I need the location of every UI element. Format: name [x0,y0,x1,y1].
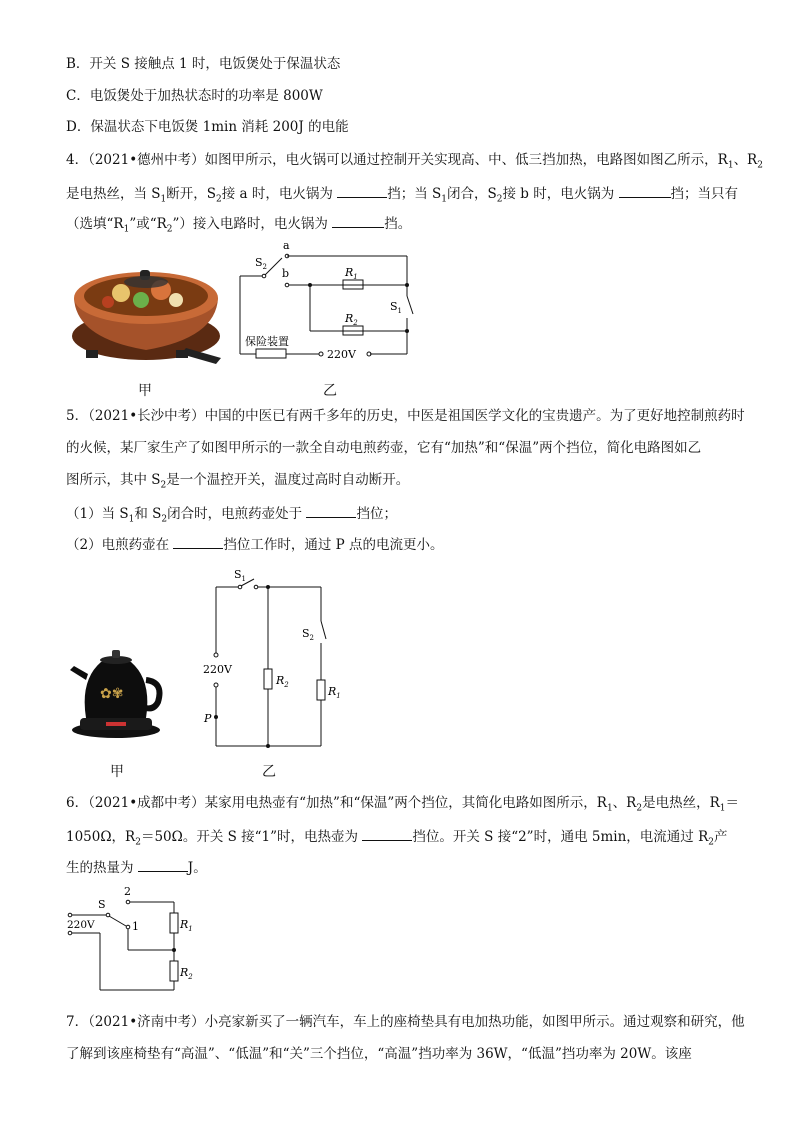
q4-node-a: a [283,239,290,252]
q5-r1-label: $R_1$ [328,685,341,700]
q4-s1-label: $S_1$ [390,300,403,315]
q6-line-2: 1050Ω，$R_2=50\Omega$。开关 S 接“1”时，电热壶为 挡位。开关 S 接“2”时，通电 5min，电流通过 $R_2$产 [66,825,727,853]
svg-text:✿✾: ✿✾ [100,686,124,702]
q4-line-1: 4．（2021•德州中考）如图甲所示，电火锅可以通过控制开关实现高、中、低三挡加热，电路图如图乙所示，$R_1$、$R_2$ [66,152,763,171]
q5-caption-yi: 乙 [262,764,276,780]
q4-voltage-label: 220V [327,348,356,361]
q6-circuit-diagram [62,880,202,995]
q5-r2-label: $R_2$ [276,674,289,689]
q4-circuit-diagram [232,236,422,366]
q6-terminal-2: 2 [124,885,131,898]
q7-line-2: 了解到该座椅垫有“高温”、“低温”和“关”三个挡位，“高温”挡功率为 36W，“低温”挡功率为 20W。该座 [66,1046,692,1062]
q5-s1-label: $S_1$ [234,568,247,583]
q6-line-1: 6．（2021•成都中考）某家用电热壶有“加热”和“保温”两个挡位，其简化电路如图所示，$R_1$、$R_2$是电热丝，$R_1=$ [66,795,739,814]
q4-fuse-label: 保险装置 [245,335,289,348]
q7-line-1: 7．（2021•济南中考）小亮家新买了一辆汽车，车上的座椅垫具有电加热功能，如图甲所示。通过观察和研究，他 [66,1014,745,1030]
q6-r1-label: $R_1$ [180,918,193,933]
q5-point-p: P [204,712,212,725]
blank-4-1 [337,182,387,198]
q6-s-label: S [98,898,106,911]
q6-line-3: 生的热量为 J。 [66,856,207,878]
blank-4-3 [332,212,384,228]
q4-line-3: （选填“$R_1$”或“$R_2$”）接入电路时，电火锅为 挡。 [66,212,411,240]
q5-line-2: 的火候，某厂家生产了如图甲所示的一款全自动电煎药壶，它有“加热”和“保温”两个挡位，简化电路图如乙 [66,440,702,456]
option-c: C．电饭煲处于加热状态时的功率是 800W [66,88,323,104]
q5-s2-label: $S_2$ [302,627,315,642]
option-d: D．保温状态下电饭煲 1min 消耗 200J 的电能 [66,119,349,135]
q4-r1-label: $R_1$ [345,266,358,281]
q5-caption-jia: 甲 [110,764,124,780]
option-b: B．开关 S 接触点 1 时，电饭煲处于保温状态 [66,56,341,72]
q4-s2-label: $S_2$ [255,256,268,271]
q5-sub-2: （2）电煎药壶在 挡位工作时，通过 P 点的电流更小。 [66,533,444,555]
q6-r2-label: $R_2$ [180,966,193,981]
blank-6-1 [362,825,412,841]
blank-5-1 [306,502,356,518]
q4-r2-label: $R_2$ [345,312,358,327]
electric-hotpot-image [66,258,226,368]
q6-terminal-1: 1 [132,920,139,933]
q6-voltage-label: 220V [67,919,95,931]
q5-line-1: 5．（2021•长沙中考）中国的中医已有两千多年的历史，中医是祖国医学文化的宝贵遗产。为了更好地控制煎药时 [66,408,745,424]
q4-node-b: b [282,267,290,280]
q5-circuit-diagram [198,565,341,755]
q4-caption-yi: 乙 [323,383,337,399]
blank-4-2 [619,182,671,198]
q4-line-2: 是电热丝，当 $S_1$断开，$S_2$接 a 时，电火锅为 挡；当 $S_1$闭合，$S_2$接 b 时，电火锅为 挡；当只有 [66,182,738,210]
q5-line-3: 图所示，其中 $S_2$是一个温控开关，温度过高时自动断开。 [66,472,410,491]
q4-caption-jia: 甲 [138,383,152,399]
blank-6-2 [138,856,188,872]
decoction-pot-image [66,640,166,740]
q5-sub-1: （1）当 $S_1$和 $S_2$闭合时，电煎药壶处于 挡位； [66,502,397,530]
q5-voltage-label: 220V [203,663,232,676]
blank-5-2 [173,533,223,549]
